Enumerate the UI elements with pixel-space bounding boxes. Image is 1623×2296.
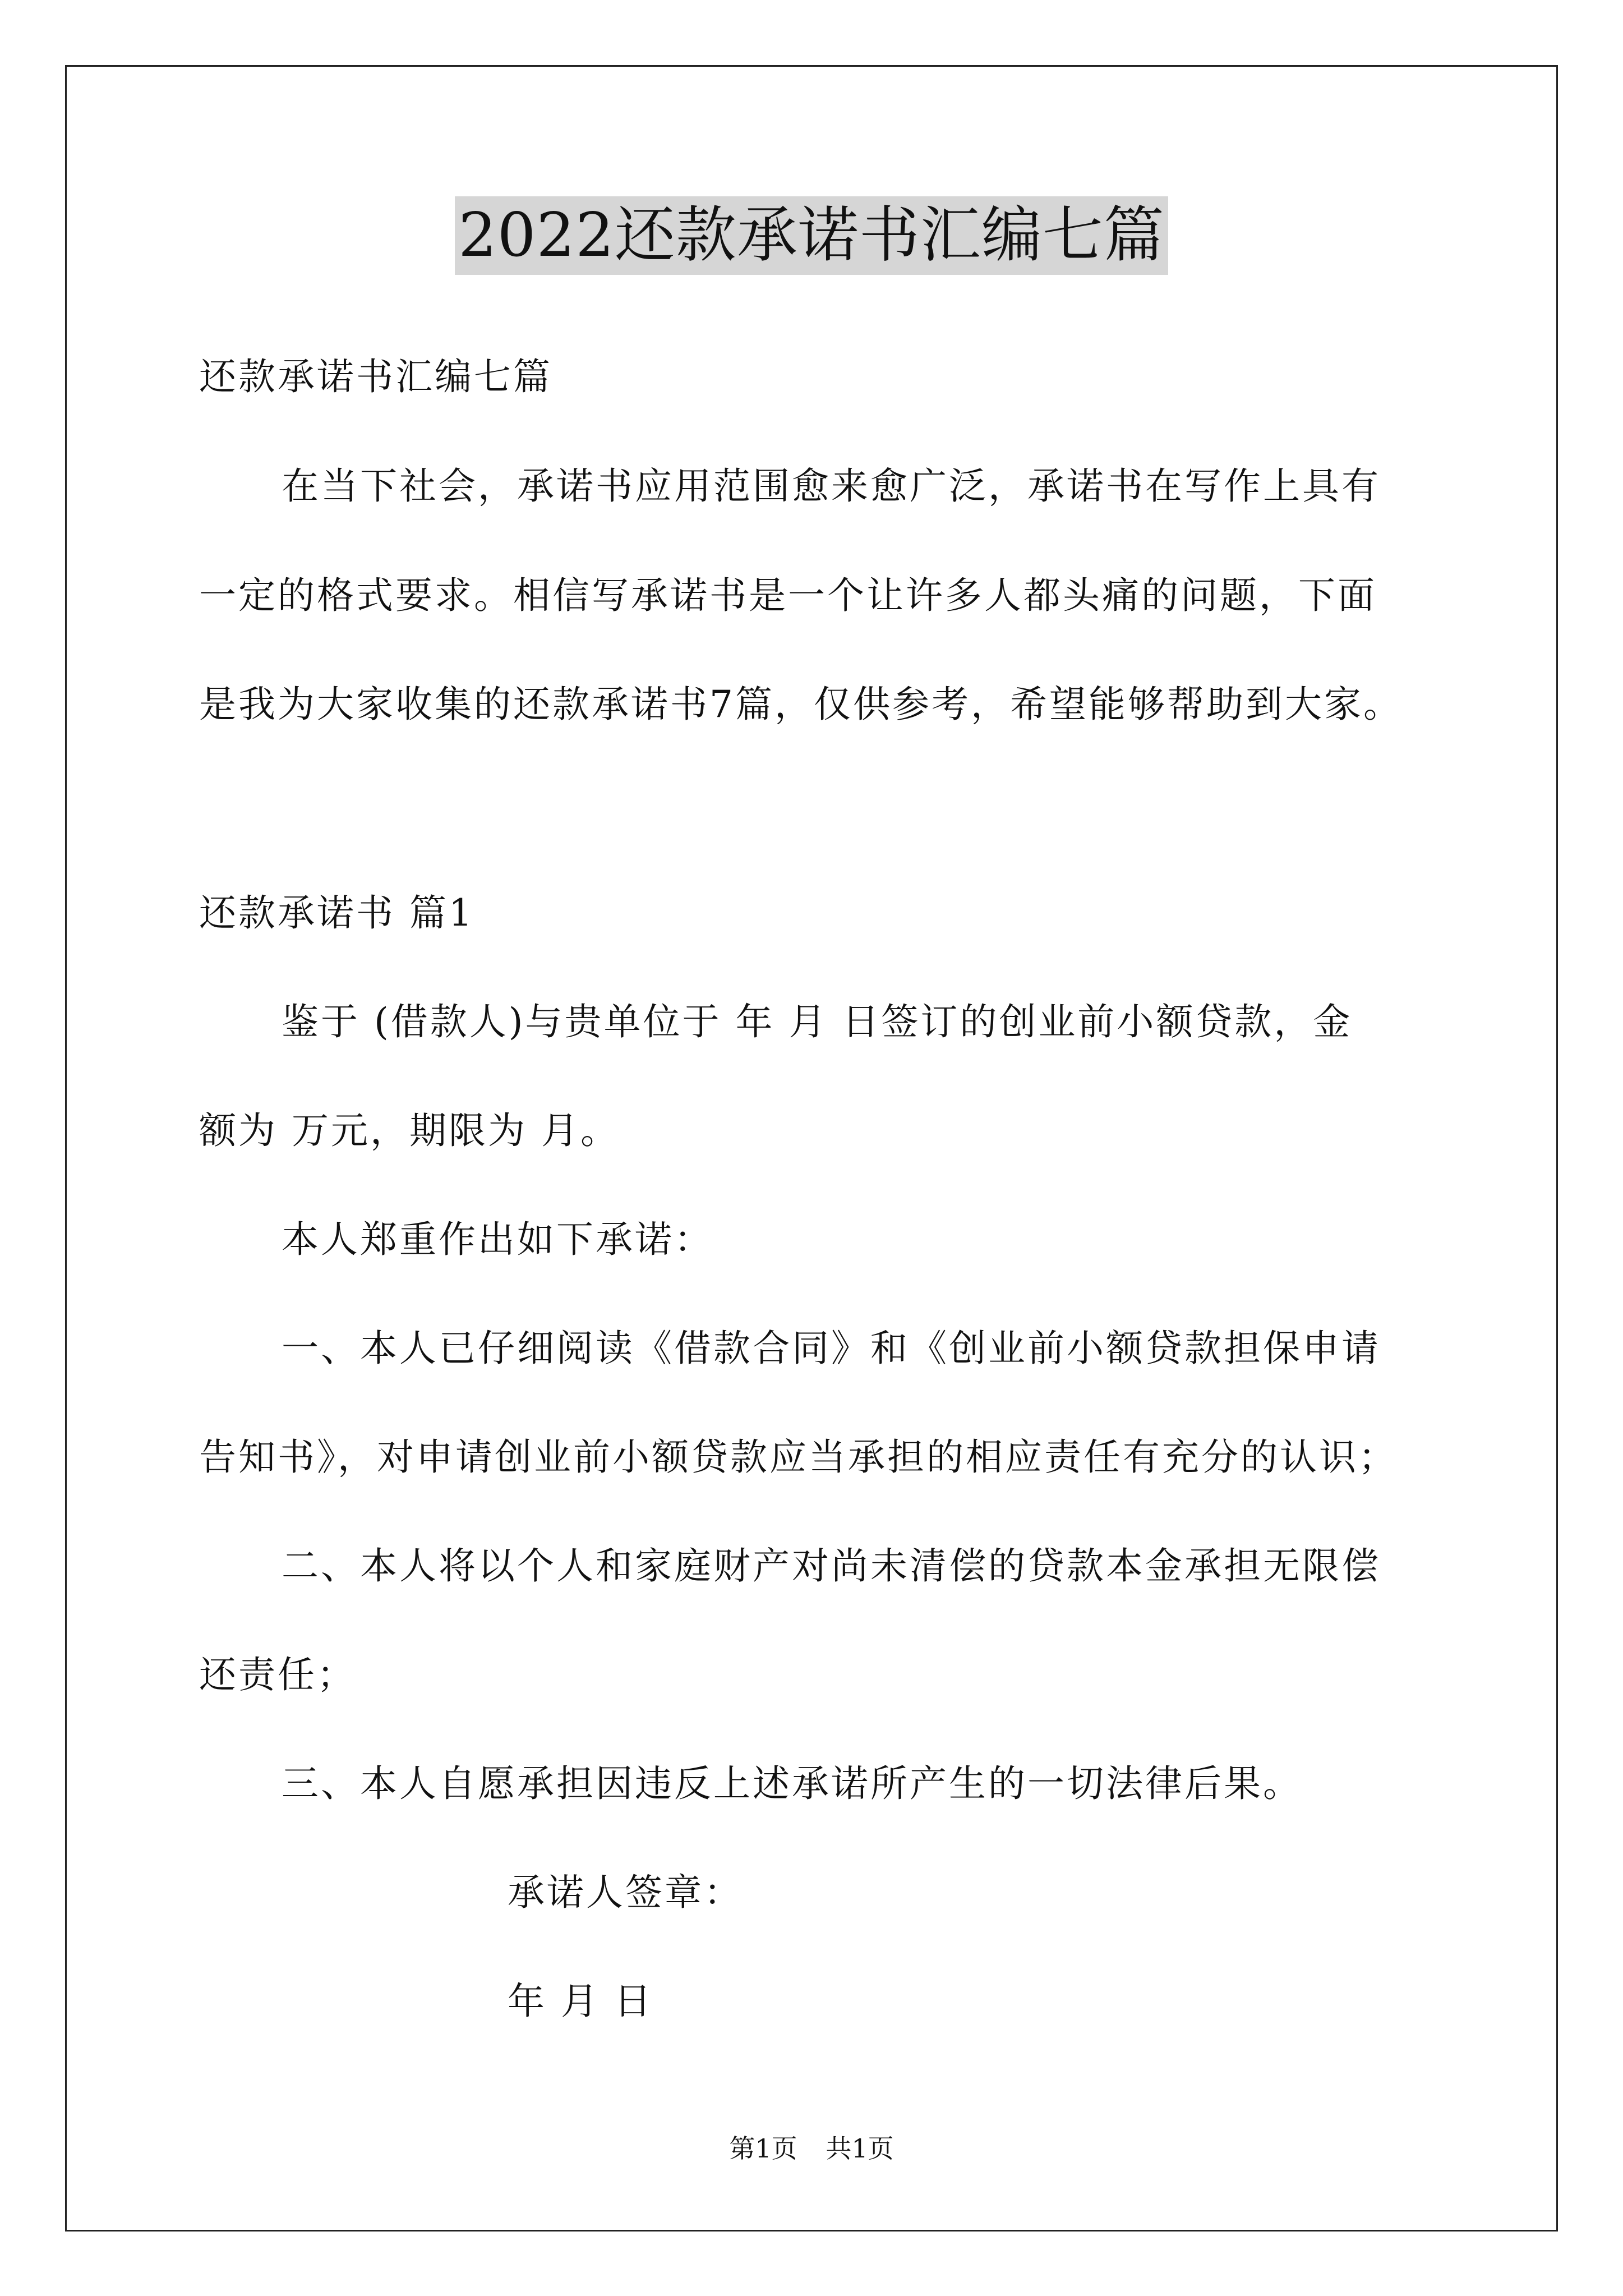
title-container [0, 196, 1623, 275]
signature-date: 年 月 日 [508, 1980, 653, 2023]
section-heading: 还款承诺书 篇1 [199, 891, 474, 935]
body-line-7: 还责任； [199, 1653, 356, 1696]
page-footer [0, 2132, 1623, 2165]
page-number: 第1页 [729, 2133, 797, 2164]
body-line-2: 额为 万元，期限为 月。 [199, 1109, 620, 1152]
body-line-4: 一、本人已仔细阅读《借款合同》和《创业前小额贷款担保申请 [282, 1327, 1381, 1370]
document-title: 2022还款承诺书汇编七篇 [455, 196, 1168, 275]
document-subtitle: 还款承诺书汇编七篇 [199, 355, 552, 398]
body-line-1: 鉴于 (借款人)与贵单位于 年 月 日签订的创业前小额贷款，金 [282, 1000, 1353, 1043]
intro-line-2: 一定的格式要求。相信写承诺书是一个让许多人都头痛的问题，下面 [199, 574, 1377, 617]
signature-label: 承诺人签章： [508, 1871, 743, 1914]
body-line-3: 本人郑重作出如下承诺： [282, 1218, 713, 1261]
intro-line-3: 是我为大家收集的还款承诺书7篇，仅供参考，希望能够帮助到大家。 [199, 683, 1403, 726]
body-line-5: 告知书》，对申请创业前小额贷款应当承担的相应责任有充分的认识； [199, 1435, 1398, 1479]
page-total: 共1页 [826, 2133, 894, 2164]
body-line-8: 三、本人自愿承担因违反上述承诺所产生的一切法律后果。 [282, 1762, 1302, 1805]
body-line-6: 二、本人将以个人和家庭财产对尚未清偿的贷款本金承担无限偿 [282, 1544, 1381, 1588]
intro-line-1: 在当下社会，承诺书应用范围愈来愈广泛，承诺书在写作上具有 [282, 464, 1381, 508]
